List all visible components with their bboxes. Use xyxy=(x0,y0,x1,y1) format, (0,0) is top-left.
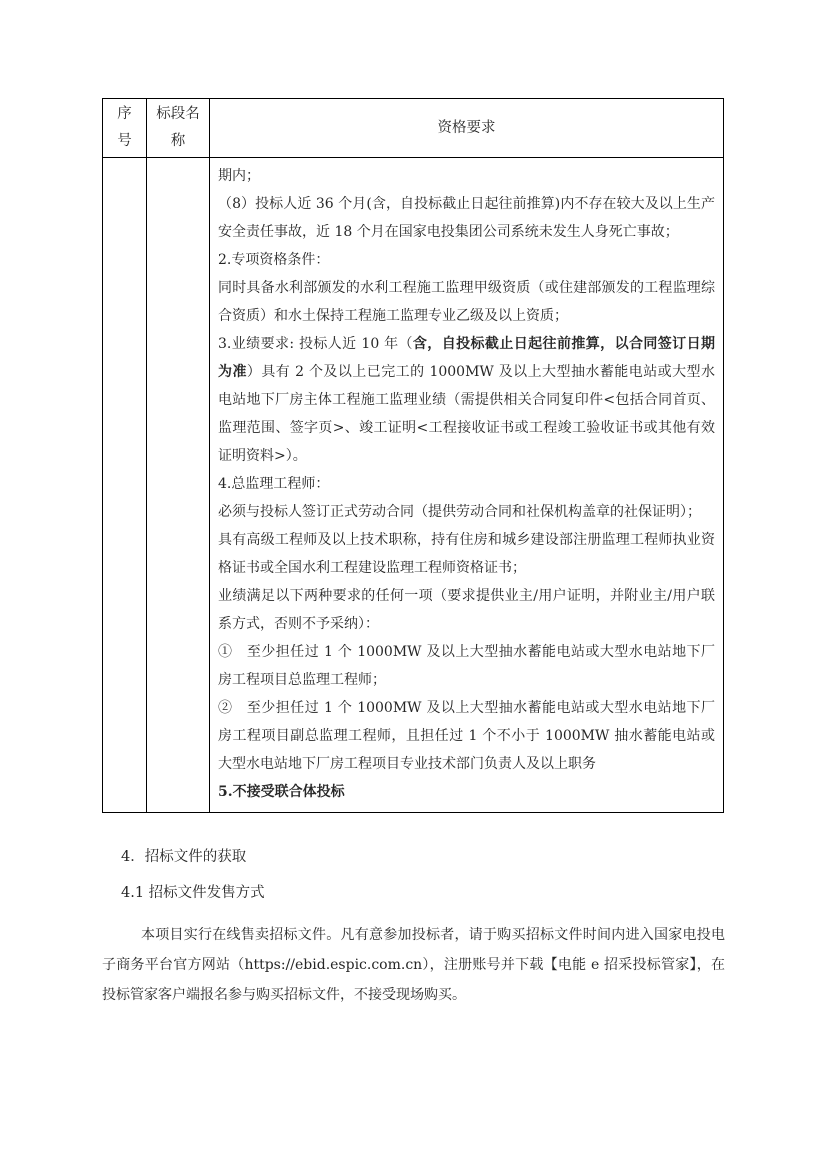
serial-cell xyxy=(103,158,147,813)
table-row xyxy=(103,158,724,813)
requirement-paragraph: （8）投标人近 36 个月(含，自投标截止日起往前推算)内不存在较大及以上生产安全责任事故，近 18 个月在国家电投集团公司系统未发生人身死亡事故； xyxy=(218,196,715,240)
requirement-paragraph: 5.不接受联合体投标 xyxy=(218,784,345,800)
table-header-row xyxy=(103,99,724,158)
col-header-serial: 序号 xyxy=(103,99,147,158)
subsection-heading-4-1: 4.1 招标文件发售方式 xyxy=(121,885,265,901)
qualification-requirements-table xyxy=(102,98,724,813)
requirement-paragraph: 同时具备水利部颁发的水利工程施工监理甲级资质（或住建部颁发的工程监理综合资质）和水土保持工程施工监理专业乙级及以上资质； xyxy=(218,280,715,324)
requirement-paragraph: 2.专项资格条件： xyxy=(218,252,330,268)
requirement-paragraph: 必须与投标人签订正式劳动合同（提供劳动合同和社保机构盖章的社保证明）； xyxy=(218,504,701,520)
requirement-paragraph: 3.业绩要求: 投标人近 10 年（含，自投标截止日起往前推算，以合同签订日期为准）具有 2 个及以上已完工的 1000MW 及以上大型抽水蓄能电站或大型水电站地下厂房主体工程施工监理业绩（需提供相关合同复印件<包括合同首页、监理范围、签字页>、竣工证明<工程接收证书或工程竣工验收证书或其他有效证明资料>）。 xyxy=(218,336,716,464)
requirement-paragraph: 业绩满足以下两种要求的任何一项（要求提供业主/用户证明，并附业主/用户联系方式，否则不予采纳）： xyxy=(218,588,715,632)
requirement-paragraph: ① 至少担任过 1 个 1000MW 及以上大型抽水蓄能电站或大型水电站地下厂房工程项目总监理工程师； xyxy=(218,644,715,688)
requirement-paragraph: 具有高级工程师及以上技术职称，持有住房和城乡建设部注册监理工程师执业资格证书或全国水利工程建设监理工程师资格证书； xyxy=(218,532,715,576)
section-name-cell xyxy=(147,158,210,813)
section-heading-4: 4．招标文件的获取 xyxy=(121,849,247,865)
requirement-paragraph: ② 至少担任过 1 个 1000MW 及以上大型抽水蓄能电站或大型水电站地下厂房工程项目副总监理工程师，且担任过 1 个不小于 1000MW 抽水蓄能电站或大型水电站地下厂房工程项目专业技术部门负责人及以上职务 xyxy=(218,700,715,772)
purchase-instructions-paragraph: 本项目实行在线售卖招标文件。凡有意参加投标者，请于购买招标文件时间内进入国家电投电子商务平台官方网站（https://ebid.espic.com.cn），注册账号并下载【电能 e 招采投标管家】，在投标管家客户端报名参与购买招标文件，不接受现场购买。 xyxy=(102,927,725,1003)
requirement-paragraph: 期内； xyxy=(218,168,260,184)
requirement-paragraph: 4.总监理工程师： xyxy=(218,476,330,492)
col-header-section-name: 标段名称 xyxy=(147,99,210,158)
qualification-requirements-cell xyxy=(210,158,724,813)
col-header-qualification: 资格要求 xyxy=(210,99,724,158)
